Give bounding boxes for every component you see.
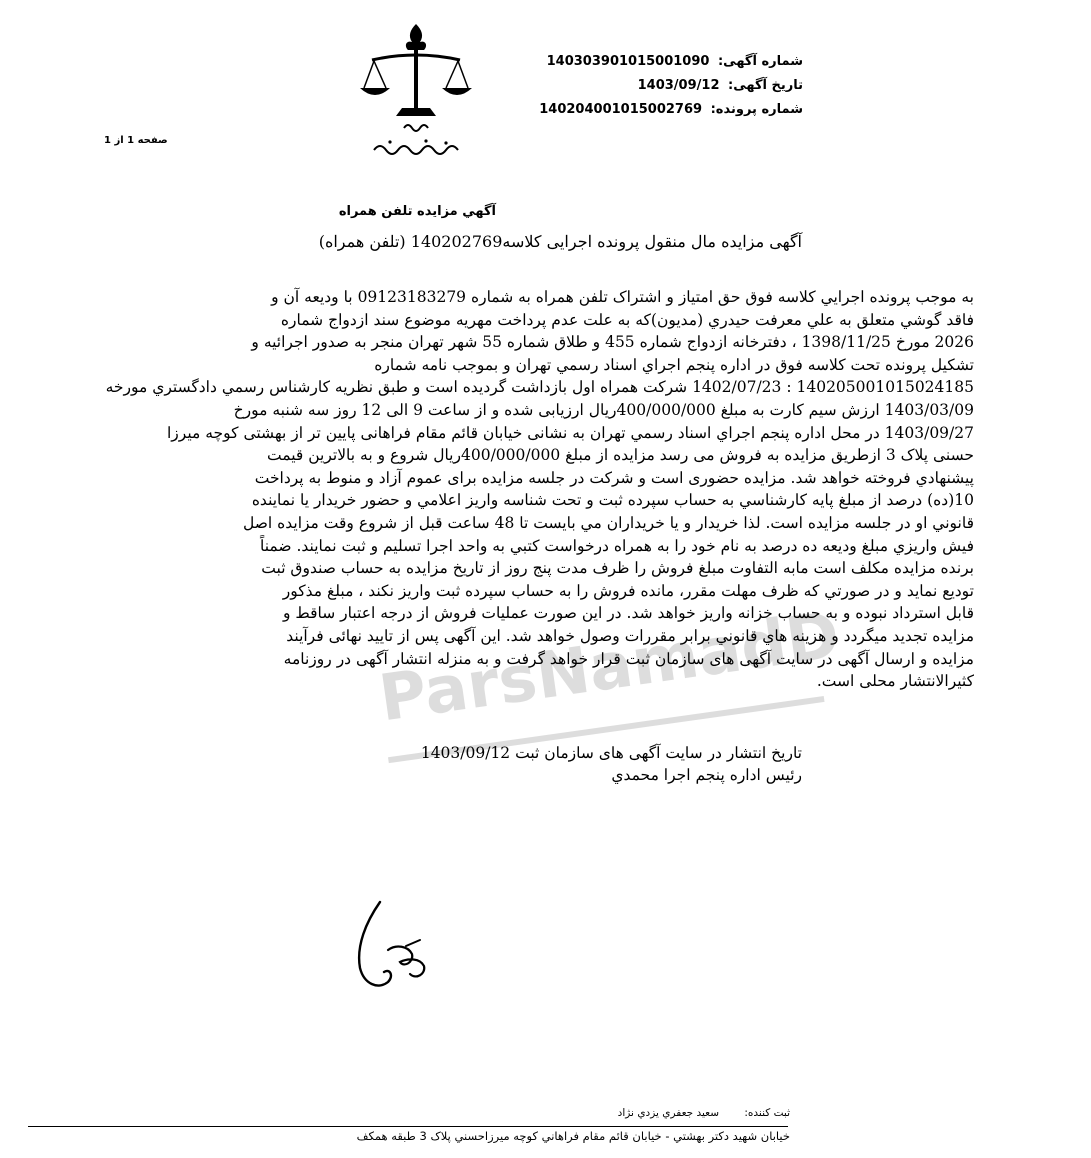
body-line: به موجب پرونده اجرايي كلاسه فوق حق امتياز و اشتراک تلفن همراه به شماره 09123183279 با ودیعه آن و <box>271 288 974 306</box>
closing-block <box>370 742 802 786</box>
body-line: 1403/09/27 در محل اداره پنجم اجراي اسناد رسمي تهران به نشانی خيابان قائم مقام فراهانی پايين تر از بهشتی كوچه ميرزا <box>167 423 974 442</box>
ad-number-value: 140303901015001090 <box>546 54 710 69</box>
body-line: كثيرالانتشار محلی است. <box>816 672 974 691</box>
scales-of-justice-icon <box>346 20 486 170</box>
ad-date-row <box>503 74 803 98</box>
office-address: خيابان شهيد دكتر بهشتي - خيابان قائم مقام فراهاني كوچه ميرزاحسني پلاک 3 طبقه همكف <box>356 1129 790 1143</box>
body-line: مزايده تجديد ميگردد و هزينه هاي قانوني برابر مقررات وصول خواهد شد. اين آگهی پس از تاييد نهائی فرآيند <box>286 626 974 645</box>
page-indicator: صفحه 1 از 1 <box>104 135 168 146</box>
ad-number-label: شماره آگهی: <box>717 54 803 69</box>
registrar-name: سعید جعفري يزدي نژاد <box>617 1107 720 1119</box>
ad-date-label: تاریخ آگهی: <box>728 78 803 93</box>
watermark-text: ParsNamadData <box>374 582 856 737</box>
footer-divider <box>28 1126 788 1127</box>
case-number-label: شماره پرونده: <box>710 102 803 117</box>
registrar-label: ثبت کننده: <box>744 1107 790 1119</box>
ad-date-value: 1403/09/12 <box>637 78 720 93</box>
ad-number-row <box>503 50 803 74</box>
body-line: فيش واريزي مبلغ وديعه ده درصد به نام خود را به همراه درخواست كتبي به واحد اجرا تسليم و ثبت نمايند. ضمناً <box>260 536 974 555</box>
signatory-line: رئيس اداره پنجم اجرا محمدي <box>611 766 802 784</box>
case-number-row <box>503 98 803 122</box>
body-line: 140205001015024185 : 1402/07/23 شركت همراه اول بازداشت گرديده است و طبق نظريه كارشناس رسمي دادگستري مورخه <box>105 378 974 397</box>
body-line: 10(ده) درصد از مبلغ پايه كارشناسي به حساب سپرده ثبت و تحت شناسه واريز اعلامي و حضور خريدار يا نماينده <box>251 491 974 510</box>
body-line: مزايده و ارسال آگهی در سايت آگهی های سازمان ثبت قرار خواهد گرفت و به منزله انتشار آگهی در روزنامه <box>283 649 974 668</box>
body-line: پيشنهادي فروخته خواهد شد. مزايده حضوری است و شركت در جلسه مزايده برای عموم آزاد و منوط به پرداخت <box>254 468 974 487</box>
body-line: حسنی پلاک 3 ازطريق مزايده به فروش می رسد مزايده از مبلغ 400/000/000ريال شروع و به بالاترين قيمت <box>267 446 974 465</box>
judiciary-emblem-logo <box>346 20 486 170</box>
body-line: 2026 مورخ 1398/11/25 ، دفترخانه ازدواج شماره 455 و طلاق شماره 55 شهر تهران منجر به صدور اجرائيه و <box>251 333 974 352</box>
document-subtitle: آگهی مزایده مال منقول پرونده اجرایی کلاسه140202769 (تلفن همراه) <box>318 232 802 251</box>
ad-meta-block <box>503 50 803 122</box>
document-title: آگهي مزايده تلفن همراه <box>338 204 496 219</box>
body-line: تشكيل پرونده تحت كلاسه فوق در اداره پنجم اجراي اسناد رسمي تهران و بموجب نامه شماره <box>374 355 974 374</box>
body-line: 1403/03/09 ارزش سيم كارت به مبلغ 400/000/000ريال ارزيابی شده و از ساعت 9 الی 12 روز سه شنبه مورخ <box>233 400 974 419</box>
registrar-line <box>612 1107 790 1119</box>
body-line: قانوني او در جلسه مزايده است. لذا خريدار و يا خريداران مي بايست تا 48 ساعت قبل از شروع وقت مزايده اصل <box>242 513 974 532</box>
body-line: فاقد گوشي متعلق به علي معرفت حيدري (مديون)كه به علت عدم پرداخت مهريه موضوع سند ازدواج شماره <box>280 310 974 329</box>
body-line: برنده مزايده مكلف است مابه التفاوت مبلغ فروش را ظرف مدت پنج روز از تاريخ مزايده به حساب صندوق ثبت <box>261 559 974 578</box>
publish-date-line: تاریخ انتشار در سایت آگهی های سازمان ثبت 1403/09/12 <box>420 744 802 762</box>
handwritten-signature <box>316 888 454 1004</box>
auction-body-text <box>10 286 974 693</box>
body-line: قابل استرداد نبوده و به حساب خزانه واريز خواهد شد. در اين صورت عمليات فروش از درجه اعتبار ساقط و <box>282 604 974 623</box>
case-number-value: 140204001015002769 <box>539 102 703 117</box>
body-line: توديع نمايد و در صورتي كه ظرف مهلت مقرر، مانده فروش را به حساب سپرده ثبت واريز نكند ، مبلغ مذكور <box>282 581 974 600</box>
